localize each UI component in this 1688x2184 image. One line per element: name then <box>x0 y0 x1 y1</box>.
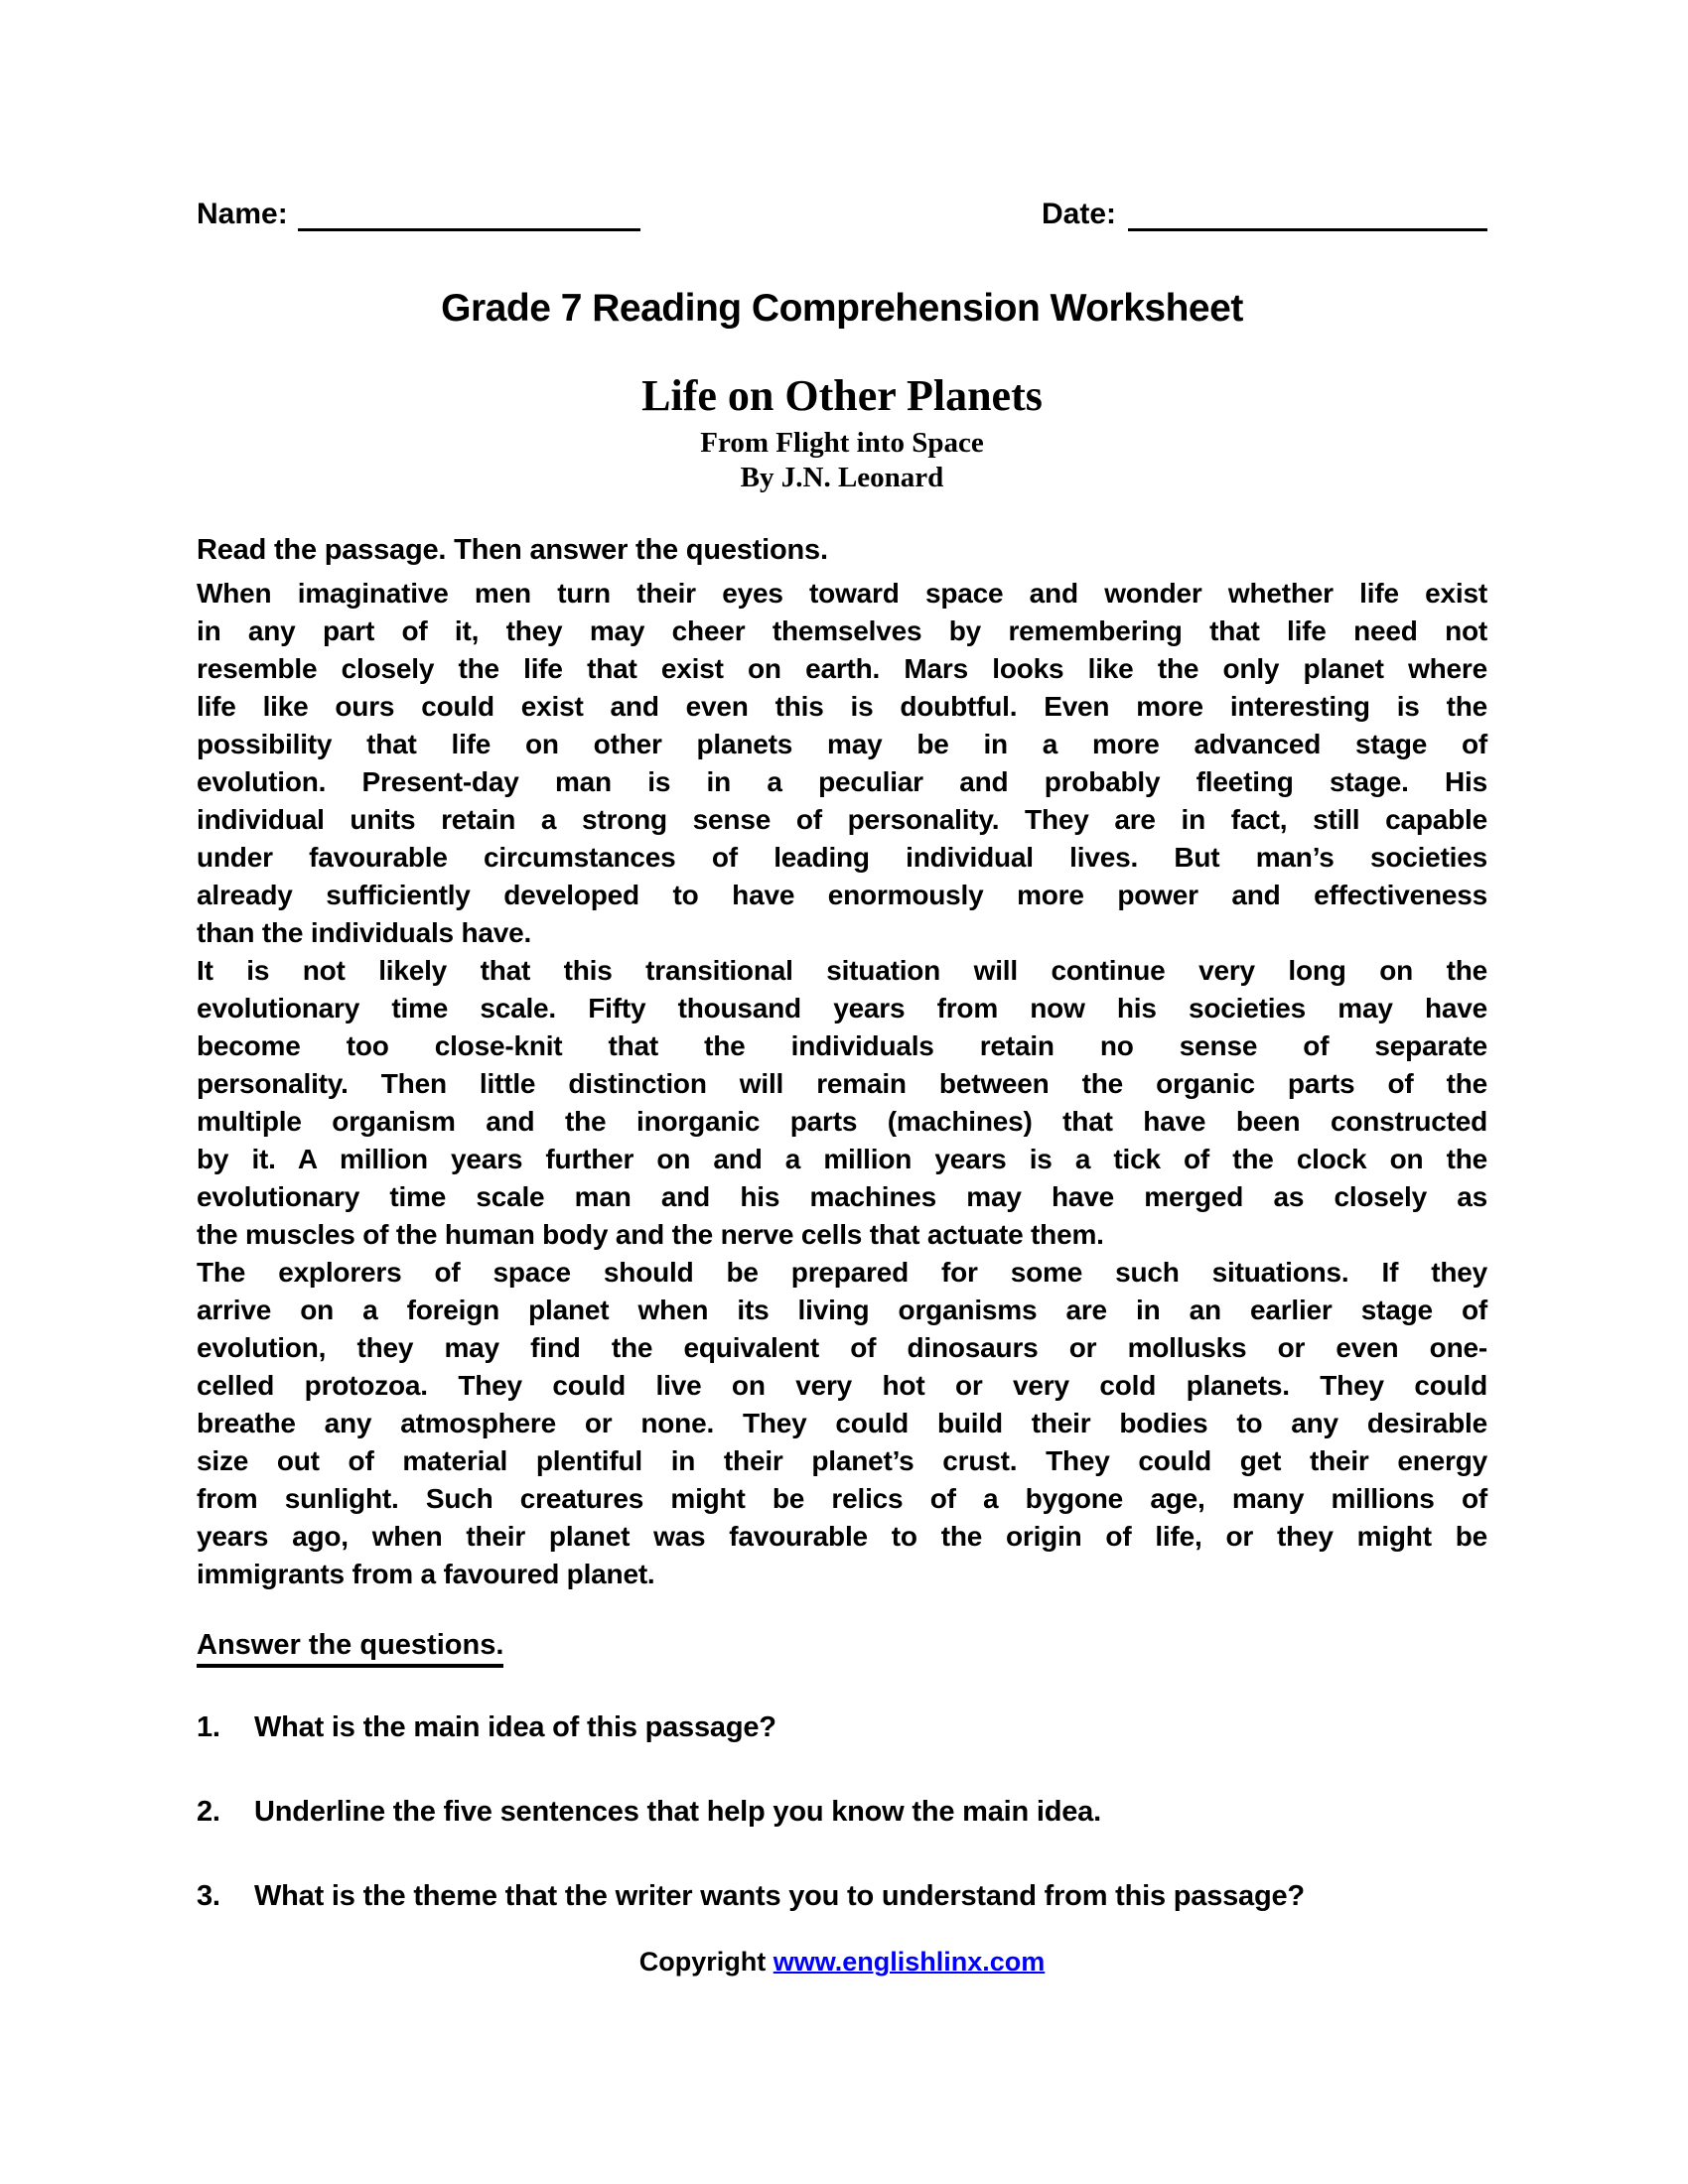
passage-line: become too close-knit that the individuals retain no sense of separate <box>197 1030 1487 1061</box>
passage-paragraph <box>197 952 1487 1254</box>
question-number: 2. <box>197 1796 220 1828</box>
passage-paragraph <box>197 1254 1487 1593</box>
date-label: Date: <box>1041 198 1116 230</box>
name-date-row <box>197 197 1487 231</box>
passage-line: celled protozoa. They could live on very hot or very cold planets. They could <box>197 1370 1487 1401</box>
copyright-text: Copyright <box>638 1947 767 1977</box>
passage-line: the muscles of the human body and the nerve cells that actuate them. <box>197 1219 1104 1250</box>
date-field <box>1042 197 1487 231</box>
worksheet-heading: Grade 7 Reading Comprehension Worksheet <box>441 287 1243 330</box>
passage-line: under favourable circumstances of leading individual lives. But man’s societies <box>197 842 1487 873</box>
passage-title: Life on Other Planets <box>641 371 1043 420</box>
question-text: Underline the five sentences that help you know the main idea. <box>254 1796 1101 1828</box>
name-label: Name: <box>197 198 288 230</box>
question-item <box>197 1711 1487 1744</box>
passage-line: arrive on a foreign planet when its living organisms are in an earlier stage of <box>197 1295 1487 1325</box>
questions-list <box>197 1711 1487 1913</box>
passage-line: The explorers of space should be prepared for some such situations. If they <box>197 1257 1487 1288</box>
copyright-link[interactable]: www.englishlinx.com <box>773 1947 1046 1977</box>
passage-line: individual units retain a strong sense of personality. They are in fact, still capable <box>197 804 1487 835</box>
passage-line: life like ours could exist and even this is doubtful. Even more interesting is the <box>197 691 1487 722</box>
question-number: 1. <box>197 1711 220 1743</box>
passage-subtitle: From Flight into Space <box>700 427 984 459</box>
question-text: What is the theme that the writer wants you to understand from this passage? <box>254 1880 1305 1912</box>
question-number: 3. <box>197 1880 220 1912</box>
name-field <box>197 197 640 231</box>
question-item <box>197 1796 1487 1829</box>
passage-line: in any part of it, they may cheer themselves by remembering that life need not <box>197 615 1487 646</box>
passage-line: immigrants from a favoured planet. <box>197 1559 655 1589</box>
date-line[interactable] <box>1128 197 1487 231</box>
passage-line: resemble closely the life that exist on earth. Mars looks like the only planet where <box>197 653 1487 684</box>
passage-byline: By J.N. Leonard <box>740 462 944 493</box>
footer <box>197 1947 1487 1978</box>
passage-line: multiple organism and the inorganic parts (machines) that have been constructed <box>197 1106 1487 1137</box>
passage-line: by it. A million years further on and a million years is a tick of the clock on the <box>197 1144 1487 1174</box>
question-text: What is the main idea of this passage? <box>254 1711 776 1743</box>
passage-line: possibility that life on other planets may be in a more advanced stage of <box>197 729 1487 759</box>
name-line[interactable] <box>298 197 640 231</box>
passage-line: It is not likely that this transitional situation will continue very long on the <box>197 955 1487 986</box>
questions-heading-text: Answer the questions. <box>197 1629 503 1668</box>
passage-line: from sunlight. Such creatures might be relics of a bygone age, many millions of <box>197 1483 1487 1514</box>
passage-line: evolutionary time scale man and his machines may have merged as closely as <box>197 1181 1487 1212</box>
passage <box>197 575 1487 1593</box>
passage-line: When imaginative men turn their eyes toward space and wonder whether life exist <box>197 578 1487 609</box>
passage-line: breathe any atmosphere or none. They could build their bodies to any desirable <box>197 1408 1487 1438</box>
passage-line: size out of material plentiful in their planet’s crust. They could get their energy <box>197 1445 1487 1476</box>
instructions-text: Read the passage. Then answer the questions. <box>197 534 828 566</box>
passage-line: evolution. Present-day man is in a peculiar and probably fleeting stage. His <box>197 766 1487 797</box>
passage-line: than the individuals have. <box>197 917 532 948</box>
question-item <box>197 1880 1487 1913</box>
passage-line: personality. Then little distinction will remain between the organic parts of the <box>197 1068 1487 1099</box>
passage-line: evolutionary time scale. Fifty thousand years from now his societies may have <box>197 993 1487 1024</box>
passage-line: already sufficiently developed to have enormously more power and effectiveness <box>197 880 1487 910</box>
questions-heading <box>197 1629 1487 1668</box>
passage-line: evolution, they may find the equivalent of dinosaurs or mollusks or even one- <box>197 1332 1487 1363</box>
passage-line: years ago, when their planet was favourable to the origin of life, or they might be <box>197 1521 1487 1552</box>
passage-paragraph <box>197 575 1487 952</box>
